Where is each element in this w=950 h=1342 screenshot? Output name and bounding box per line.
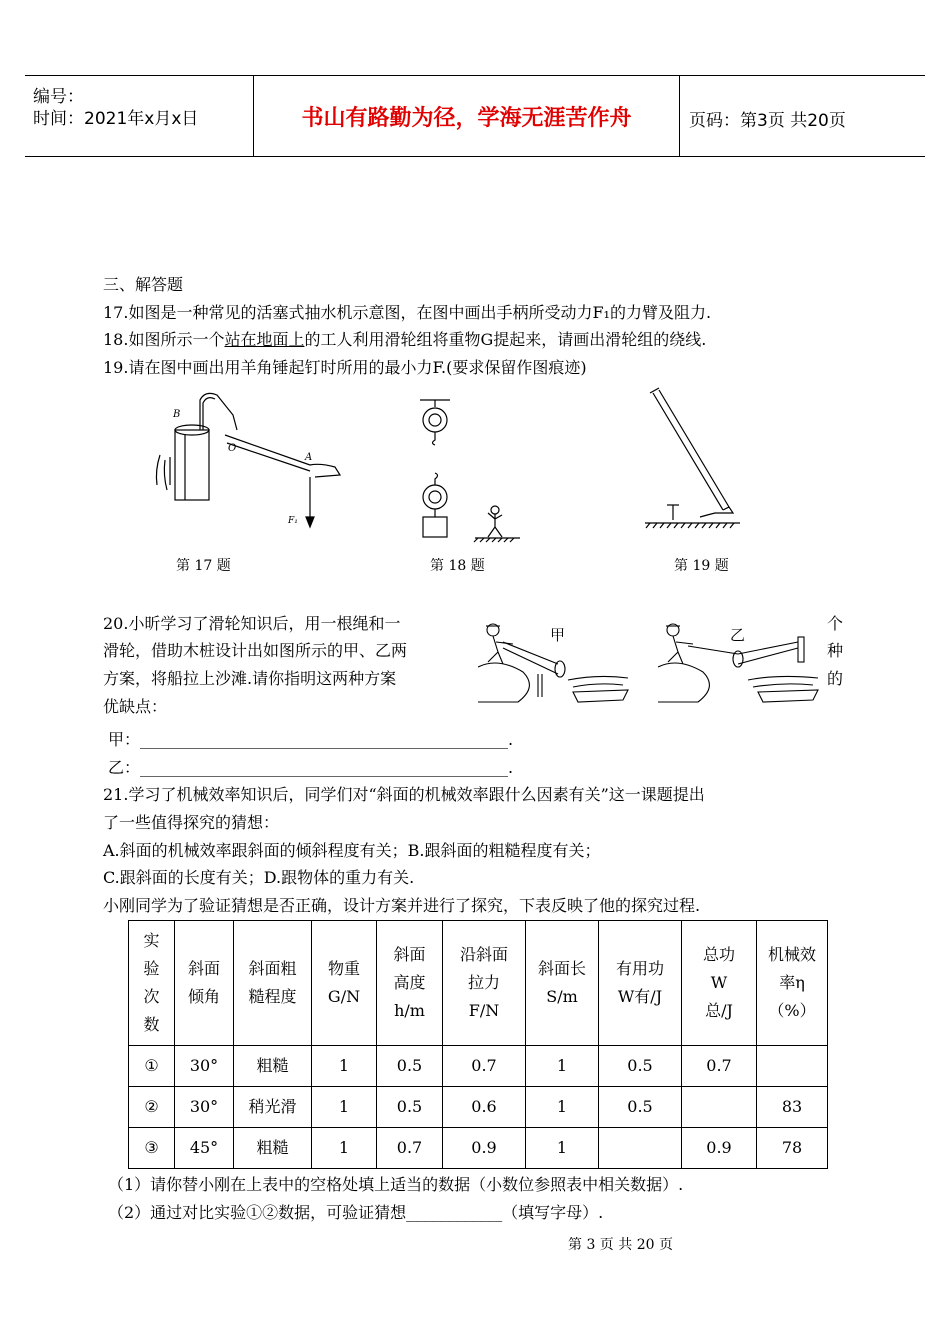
table-cell: 粗糙 bbox=[234, 1046, 312, 1087]
table-header: 斜面粗糙程度 bbox=[234, 921, 312, 1046]
q21-line-3: A.斜面的机械效率跟斜面的倾斜程度有关；B.跟斜面的粗糙程度有关； bbox=[103, 841, 601, 860]
table-cell: 0.7 bbox=[443, 1046, 526, 1087]
table-row bbox=[129, 1046, 828, 1087]
table-row bbox=[129, 1128, 828, 1169]
q21-subquestion-2: （2）通过对比实验①②数据，可验证猜想____________（填写字母）. bbox=[108, 1203, 604, 1222]
table-header: 总功W总/J bbox=[682, 921, 757, 1046]
table-cell: 稍光滑 bbox=[234, 1087, 312, 1128]
hammer-figure bbox=[645, 385, 745, 535]
label-b: B bbox=[173, 409, 181, 420]
table-cell: 0.7 bbox=[377, 1128, 443, 1169]
table-header: 有用功W有/J bbox=[599, 921, 682, 1046]
label-a: A bbox=[305, 452, 313, 463]
table-cell: 78 bbox=[757, 1128, 828, 1169]
question-18: 18.如图所示一个站在地面上的工人利用滑轮组将重物G提起来，请画出滑轮组的绕线. bbox=[103, 330, 707, 349]
q21-line-1: 21.学习了机械效率知识后，同学们对“斜面的机械效率跟什么因素有关”这一课题提出 bbox=[103, 785, 705, 804]
table-cell: 30° bbox=[175, 1046, 234, 1087]
table-cell: 45° bbox=[175, 1128, 234, 1169]
table-cell: 0.5 bbox=[377, 1046, 443, 1087]
question-19: 19.请在图中画出用羊角锤起钉时所用的最小力F.(要求保留作图痕迹) bbox=[103, 358, 587, 377]
table-cell: 0.5 bbox=[599, 1046, 682, 1087]
table-header: 实验次数 bbox=[129, 921, 175, 1046]
q20-right-3: 的 bbox=[827, 669, 844, 688]
q21-line-5: 小刚同学为了验证猜想是否正确，设计方案并进行了探究，下表反映了他的探究过程. bbox=[103, 896, 701, 915]
label-o: O bbox=[228, 443, 237, 454]
experiment-table bbox=[128, 920, 828, 1169]
table-cell: ② bbox=[129, 1087, 175, 1128]
label-yi: 乙 bbox=[730, 626, 746, 644]
label-jia: 甲 bbox=[550, 626, 566, 644]
table-cell: 1 bbox=[526, 1087, 599, 1128]
table-cell: 1 bbox=[312, 1087, 377, 1128]
table-header: 斜面高度h/m bbox=[377, 921, 443, 1046]
number-label: 编号： bbox=[33, 87, 84, 107]
boat-figure-jia bbox=[478, 612, 648, 707]
q20-right-1: 个 bbox=[827, 614, 844, 633]
table-cell: 0.5 bbox=[377, 1087, 443, 1128]
table-cell: 0.7 bbox=[682, 1046, 757, 1087]
time-label: 时间：2021年x月x日 bbox=[33, 109, 199, 129]
table-header: 斜面长S/m bbox=[526, 921, 599, 1046]
table-cell bbox=[599, 1128, 682, 1169]
table-header: 斜面倾角 bbox=[175, 921, 234, 1046]
page-label: 页码：第3页 共20页 bbox=[689, 111, 846, 131]
caption-18: 第 18 题 bbox=[430, 558, 485, 574]
q20-line-1: 20.小昕学习了滑轮知识后，用一根绳和一 bbox=[103, 614, 401, 633]
table-cell: 0.9 bbox=[682, 1128, 757, 1169]
table-cell: 1 bbox=[526, 1128, 599, 1169]
question-17: 17.如图是一种常见的活塞式抽水机示意图，在图中画出手柄所受动力F₁的力臂及阻力. bbox=[103, 303, 712, 322]
page-footer: 第 3 页 共 20 页 bbox=[568, 1237, 673, 1253]
table-header: 物重G/N bbox=[312, 921, 377, 1046]
q21-subquestion-1: （1）请你替小刚在上表中的空格处填上适当的数据（小数位参照表中相关数据）. bbox=[108, 1175, 684, 1194]
table-cell: 0.5 bbox=[599, 1087, 682, 1128]
label-f1: F₁ bbox=[288, 516, 298, 526]
motto: 书山有路勤为径，学海无涯苦作舟 bbox=[254, 76, 680, 156]
table-cell bbox=[757, 1046, 828, 1087]
table-cell: 83 bbox=[757, 1087, 828, 1128]
q20-line-2: 滑轮，借助木桩设计出如图所示的甲、乙两 bbox=[103, 641, 408, 660]
page-header bbox=[25, 75, 925, 157]
boat-figure-yi bbox=[658, 612, 833, 707]
q20-line-3: 方案，将船拉上沙滩.请你指明这两种方案 bbox=[103, 669, 397, 688]
table-cell: 粗糙 bbox=[234, 1128, 312, 1169]
table-cell: 30° bbox=[175, 1087, 234, 1128]
q21-line-4: C.跟斜面的长度有关；D.跟物体的重力有关. bbox=[103, 868, 415, 887]
table-cell: 1 bbox=[526, 1046, 599, 1087]
pump-figure bbox=[145, 385, 360, 540]
table-header: 机械效率η（%） bbox=[757, 921, 828, 1046]
q20-line-4: 优缺点： bbox=[103, 697, 168, 716]
table-row bbox=[129, 1087, 828, 1128]
section-title: 三、解答题 bbox=[103, 275, 184, 294]
table-cell: 1 bbox=[312, 1128, 377, 1169]
table-cell: 0.6 bbox=[443, 1087, 526, 1128]
pulley-figure bbox=[410, 395, 530, 545]
q20-right-2: 种 bbox=[827, 641, 844, 660]
table-header: 沿斜面拉力F/N bbox=[443, 921, 526, 1046]
table-cell bbox=[682, 1087, 757, 1128]
table-cell: 1 bbox=[312, 1046, 377, 1087]
table-cell: ① bbox=[129, 1046, 175, 1087]
table-cell: 0.9 bbox=[443, 1128, 526, 1169]
q20-answer-yi: 乙：______________________________________________. bbox=[108, 758, 514, 777]
q21-line-2: 了一些值得探究的猜想： bbox=[103, 813, 280, 832]
caption-17: 第 17 题 bbox=[176, 558, 231, 574]
header-info-cell bbox=[25, 76, 254, 156]
q20-answer-jia: 甲：______________________________________________. bbox=[108, 730, 514, 749]
caption-19: 第 19 题 bbox=[674, 558, 729, 574]
table-header-row bbox=[129, 921, 828, 1046]
table-cell: ③ bbox=[129, 1128, 175, 1169]
